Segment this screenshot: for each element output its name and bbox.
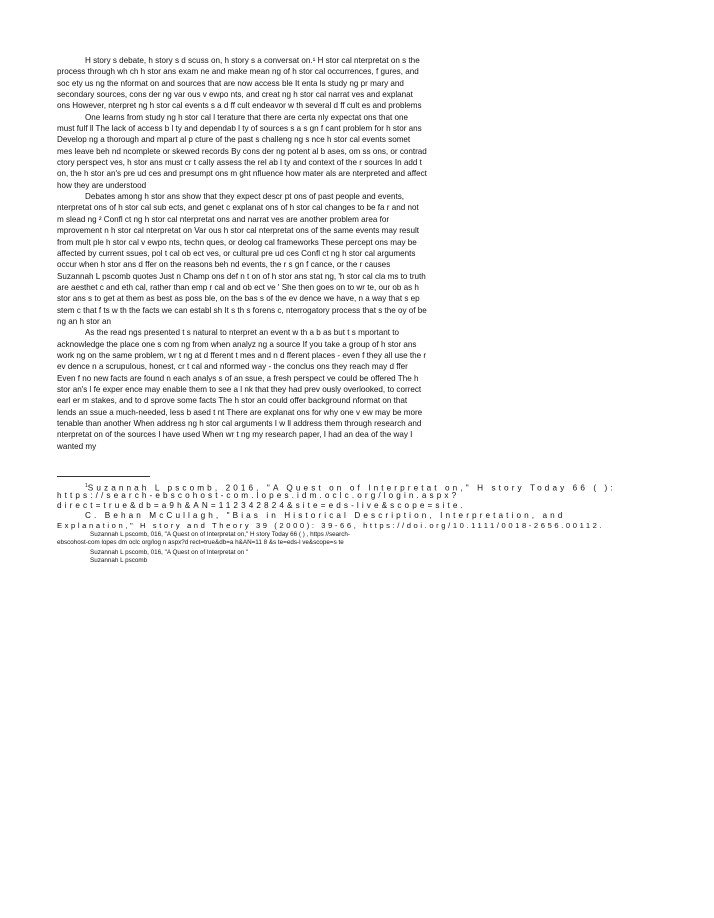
paragraph-2: One learns from study ng h stor cal l terature that there are certa nly expectat ons that one must fulf ll The lack of access b l ty and dependab l ty of sources s a s gn f cant problem for h stor ans Develop ng a thorough and mpart al p cture of the past s challeng ng s nce h stor cal events somet mes leave beh nd ncomplete or skewed records By cons der ng potent al b ases, om ss ons, or contrad ctory perspect ves, h stor ans must cr t cally assess the rel ab l ty and context of the r sources In add t on, the h stor an's pre ud ces and presumpt ons m ght nfluence how mater als are nterpreted and affect how they are understood — [57, 112, 427, 190]
paragraph-1: H story s debate, h story s d scuss on, h story s a conversat on.¹ H stor cal nterpretat on s the process through wh ch h stor ans exam ne and make mean ng of h stor cal occurrences, f gures, and soc ety us ng the nformat on and sources that are now access ble It enta ls study ng pr mary and secondary sources, cons der ng var ous v ewpo nts, and creat ng h stor cal narrat ves and explanat ons However, nterpret ng h stor cal events s a d ff cult endeavor w th several d ff cult es and problems — [57, 56, 422, 111]
footnote-4-line-1: Suzannah L pscomb, 016, "A Quest on of Interpretat on " — [90, 549, 249, 556]
paragraph-3: Debates among h stor ans show that they expect descr pt ons of past people and events, nterpretat ons of h stor cal sub ects, and genet c explanat ons of h stor cal changes to be fa r and not m slead ng ² Confl ct ng h stor cal nterpretat ons and narrat ves are another problem area for mprovement n h stor cal nterpretat on Var ous h stor cal nterpretat ons of the same events may result from mult ple h stor cal v ewpo nts, techn ques, or deolog cal frameworks These percept ons may be affected by current ssues, pol t cal ob ect ves, or cultural pre ud ces Confl ct ng h stor cal arguments occur when h stor ans d ffer on the reasons beh nd events, the r s gn f cance, or the r causes Suzannah L pscomb quotes Just n Champ ons def n t on of h stor ans stat ng, 'h stor cal cla ms to truth are aesthet c and eth cal, rather than emp r cal and ob ect ve ' She then goes on to wr te, our ob as h stor ans s to get at them as best as poss ble, on the bas s of the ev dence we have, n a way that s ep stem c that f ts w th the facts we can establ sh It s th s forens c, nterrogatory process that s the oy of be ng an h stor an — [57, 192, 427, 326]
footnote-3-line-1: Suzannah L pscomb, 016, "A Quest on of Interpretat on," H story Today 66 ( ) , https //search- — [90, 531, 350, 538]
footnote-divider — [57, 476, 150, 477]
footnote-2-line-1: C. Behan McCullagh, "Bias in Historical Description, Interpretation, and — [85, 511, 566, 520]
footnote-3-line-2: ebscohost-com lopes dm oclc org/log n aspx?d rect=true&db=a h&AN=11 8 &s te=eds-l ve&scope=s te — [57, 539, 344, 546]
footnote-1-line-3: direct=true&db=a9h&AN=112342824&site=eds-live&scope=site. — [57, 501, 466, 510]
essay-body — [57, 55, 427, 452]
footnote-1-line-2: https://search-ebscohost-com.lopes.idm.oclc.org/login.aspx? — [57, 491, 460, 500]
footnote-1-marker: 1 — [85, 483, 88, 489]
footnote-1-text: Suzannah L pscomb, 2016, "A Quest on of Interpretat on," H story Today 66 ( ): — [87, 483, 616, 493]
paragraph-4: As the read ngs presented t s natural to nterpret an event w th a b as but t s mportant to acknowledge the place one s com ng from when analyz ng a source If you take a group of h stor ans work ng on the same problem, wr t ng at d fferent t mes and n d fferent places - even f they all use the r ev dence n a scrupulous, honest, cr t cal and nformed way - the conclus ons they reach may d ffer Even f no new facts are found n each analys s of an ssue, a fresh perspect ve could be offered The h stor an's l fe exper ence may enable them to see a l nk that they had prev ously overlooked, to correct earl er m stakes, and to d sprove some facts The h stor an could offer background nformat on that lends an ssue a much-needed, less b ased t nt There are explanat ons for why one v ew may be more tenable than another When address ng h stor cal arguments I w ll address them through research and nterpretat on of the sources I have used When wr t ng my research paper, I had an dea of the way I wanted my — [57, 328, 427, 451]
footnote-2-line-2: Explanation," H story and Theory 39 (2000): 39-66, https://doi.org/10.1111/0018-2656.00112. — [57, 521, 605, 530]
footnote-5-line-1: Suzannah L pscomb — [90, 557, 148, 564]
